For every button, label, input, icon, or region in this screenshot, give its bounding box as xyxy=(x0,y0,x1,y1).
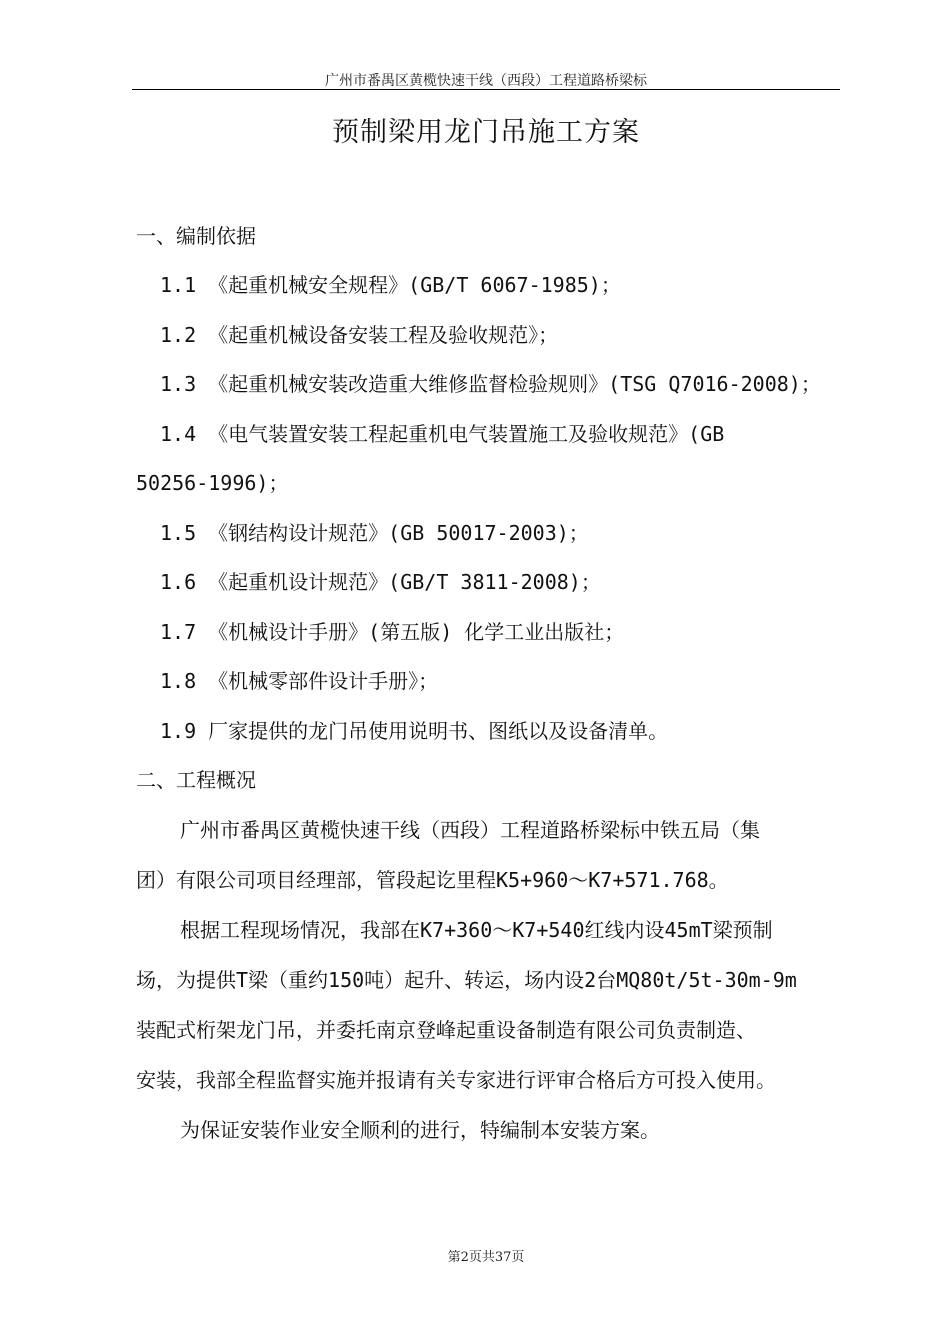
basis-item: 1.3 《起重机械安装改造重大维修监督检验规则》(TSG Q7016-2008)； xyxy=(160,372,821,396)
page-header: 广州市番禺区黄榄快速干线（西段）工程道路桥梁标 xyxy=(325,73,647,89)
basis-item: 1.8 《机械零部件设计手册》； xyxy=(160,669,439,693)
basis-item-continuation: 50256-1996)； xyxy=(136,471,289,495)
page-footer: 第2页共37页 xyxy=(447,1250,525,1265)
overview-paragraph-line: 广州市番禺区黄榄快速干线（西段）工程道路桥梁标中铁五局（集 xyxy=(180,818,760,842)
header-divider xyxy=(132,89,840,90)
overview-paragraph-line: 为保证安装作业安全顺利的进行，特编制本安装方案。 xyxy=(180,1118,660,1142)
basis-item: 1.9 厂家提供的龙门吊使用说明书、图纸以及设备清单。 xyxy=(160,719,669,743)
basis-item: 1.4 《电气装置安装工程起重机电气装置施工及验收规范》(GB xyxy=(160,422,725,446)
overview-paragraph-line: 团）有限公司项目经理部，管段起讫里程K5+960～K7+571.768。 xyxy=(136,868,729,892)
overview-paragraph-line: 根据工程现场情况，我部在K7+360～K7+540红线内设45mT梁预制 xyxy=(180,918,773,942)
overview-paragraph-line: 安装，我部全程监督实施并报请有关专家进行评审合格后方可投入使用。 xyxy=(136,1068,776,1092)
section-heading-overview: 二、工程概况 xyxy=(136,768,256,792)
basis-item: 1.5 《钢结构设计规范》(GB 50017-2003)； xyxy=(160,521,589,545)
basis-item: 1.7 《机械设计手册》(第五版) 化学工业出版社； xyxy=(160,620,625,644)
basis-item: 1.6 《起重机设计规范》(GB/T 3811-2008)； xyxy=(160,570,601,594)
basis-item: 1.1 《起重机械安全规程》(GB/T 6067-1985)； xyxy=(160,273,621,297)
basis-item: 1.2 《起重机械设备安装工程及验收规范》； xyxy=(160,323,559,347)
overview-paragraph-line: 装配式桁架龙门吊，并委托南京登峰起重设备制造有限公司负责制造、 xyxy=(136,1018,756,1042)
overview-paragraph-line: 场，为提供T梁（重约150吨）起升、转运，场内设2台MQ80t/5t-30m-9m xyxy=(136,968,797,992)
section-heading-basis: 一、编制依据 xyxy=(136,224,256,248)
document-title: 预制梁用龙门吊施工方案 xyxy=(332,117,640,148)
